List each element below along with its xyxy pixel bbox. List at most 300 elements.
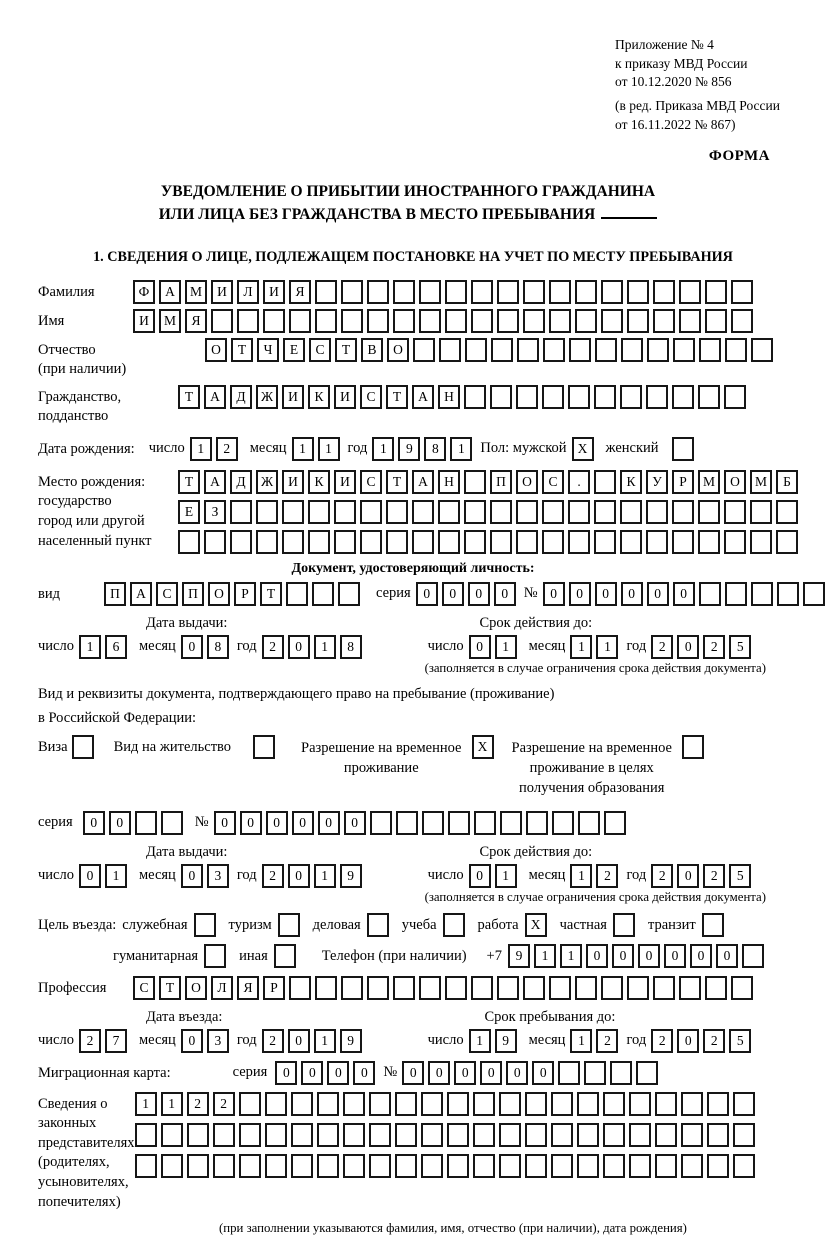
- char-cell[interactable]: 1: [534, 944, 556, 968]
- char-cell[interactable]: П: [490, 470, 512, 494]
- char-cell[interactable]: X: [525, 913, 547, 937]
- char-cell[interactable]: [72, 735, 94, 759]
- char-cell[interactable]: [187, 1154, 209, 1178]
- char-cell[interactable]: О: [724, 470, 746, 494]
- char-cell[interactable]: [499, 1092, 521, 1116]
- char-cell[interactable]: [672, 530, 694, 554]
- doc-expiry-month-input[interactable]: [570, 635, 622, 659]
- char-cell[interactable]: [777, 582, 799, 606]
- char-cell[interactable]: И: [282, 470, 304, 494]
- char-cell[interactable]: [473, 1154, 495, 1178]
- char-cell[interactable]: [647, 338, 669, 362]
- residence-expiry-month-input[interactable]: [570, 864, 622, 888]
- residence-number-input[interactable]: [214, 811, 630, 835]
- char-cell[interactable]: 2: [596, 1029, 618, 1053]
- char-cell[interactable]: [569, 338, 591, 362]
- char-cell[interactable]: Р: [234, 582, 256, 606]
- migration-series-input[interactable]: [275, 1061, 379, 1085]
- char-cell[interactable]: [135, 1123, 157, 1147]
- char-cell[interactable]: [499, 1123, 521, 1147]
- char-cell[interactable]: [341, 280, 363, 304]
- char-cell[interactable]: [655, 1154, 677, 1178]
- char-cell[interactable]: К: [308, 385, 330, 409]
- char-cell[interactable]: [803, 582, 825, 606]
- char-cell[interactable]: [751, 338, 773, 362]
- char-cell[interactable]: [577, 1092, 599, 1116]
- char-cell[interactable]: Т: [260, 582, 282, 606]
- given-name-input[interactable]: [133, 309, 757, 333]
- char-cell[interactable]: [742, 944, 764, 968]
- purpose-checkbox[interactable]: [702, 913, 728, 937]
- char-cell[interactable]: Е: [178, 500, 200, 524]
- char-cell[interactable]: [490, 530, 512, 554]
- char-cell[interactable]: 0: [621, 582, 643, 606]
- char-cell[interactable]: [282, 500, 304, 524]
- char-cell[interactable]: Н: [438, 385, 460, 409]
- char-cell[interactable]: [620, 385, 642, 409]
- char-cell[interactable]: И: [334, 470, 356, 494]
- char-cell[interactable]: [516, 530, 538, 554]
- char-cell[interactable]: [603, 1123, 625, 1147]
- char-cell[interactable]: 2: [703, 635, 725, 659]
- residence-permit-checkbox[interactable]: [253, 735, 279, 759]
- char-cell[interactable]: 9: [398, 437, 420, 461]
- char-cell[interactable]: [653, 976, 675, 1000]
- char-cell[interactable]: О: [205, 338, 227, 362]
- char-cell[interactable]: [646, 500, 668, 524]
- char-cell[interactable]: 8: [424, 437, 446, 461]
- char-cell[interactable]: [542, 530, 564, 554]
- doc-issue-day-input[interactable]: [79, 635, 131, 659]
- char-cell[interactable]: [724, 385, 746, 409]
- char-cell[interactable]: [204, 530, 226, 554]
- char-cell[interactable]: [776, 530, 798, 554]
- char-cell[interactable]: [699, 582, 721, 606]
- char-cell[interactable]: [464, 470, 486, 494]
- char-cell[interactable]: [315, 280, 337, 304]
- char-cell[interactable]: [334, 500, 356, 524]
- char-cell[interactable]: [135, 811, 157, 835]
- char-cell[interactable]: 5: [729, 1029, 751, 1053]
- char-cell[interactable]: [705, 280, 727, 304]
- char-cell[interactable]: 0: [301, 1061, 323, 1085]
- char-cell[interactable]: 0: [288, 864, 310, 888]
- char-cell[interactable]: [367, 309, 389, 333]
- char-cell[interactable]: 1: [314, 635, 336, 659]
- char-cell[interactable]: 0: [292, 811, 314, 835]
- char-cell[interactable]: [568, 385, 590, 409]
- char-cell[interactable]: [317, 1123, 339, 1147]
- char-cell[interactable]: 0: [673, 582, 695, 606]
- char-cell[interactable]: [499, 1154, 521, 1178]
- char-cell[interactable]: [627, 280, 649, 304]
- char-cell[interactable]: [253, 735, 275, 759]
- char-cell[interactable]: [421, 1154, 443, 1178]
- char-cell[interactable]: [286, 582, 308, 606]
- char-cell[interactable]: [419, 976, 441, 1000]
- char-cell[interactable]: 1: [450, 437, 472, 461]
- char-cell[interactable]: [413, 338, 435, 362]
- char-cell[interactable]: 0: [506, 1061, 528, 1085]
- char-cell[interactable]: 7: [105, 1029, 127, 1053]
- char-cell[interactable]: [681, 1092, 703, 1116]
- char-cell[interactable]: 2: [79, 1029, 101, 1053]
- char-cell[interactable]: [386, 500, 408, 524]
- char-cell[interactable]: [621, 338, 643, 362]
- char-cell[interactable]: 0: [79, 864, 101, 888]
- residence-expiry-year-input[interactable]: [651, 864, 755, 888]
- entry-year-input[interactable]: [262, 1029, 366, 1053]
- char-cell[interactable]: [419, 280, 441, 304]
- char-cell[interactable]: [343, 1092, 365, 1116]
- sex-female-checkbox[interactable]: [672, 437, 698, 461]
- char-cell[interactable]: [603, 1154, 625, 1178]
- char-cell[interactable]: [682, 735, 704, 759]
- char-cell[interactable]: 2: [651, 864, 673, 888]
- char-cell[interactable]: [525, 1154, 547, 1178]
- char-cell[interactable]: [367, 976, 389, 1000]
- char-cell[interactable]: [558, 1061, 580, 1085]
- char-cell[interactable]: 1: [570, 864, 592, 888]
- char-cell[interactable]: [334, 530, 356, 554]
- char-cell[interactable]: 1: [135, 1092, 157, 1116]
- char-cell[interactable]: 0: [240, 811, 262, 835]
- char-cell[interactable]: [395, 1123, 417, 1147]
- temp-permit-checkbox[interactable]: [472, 735, 498, 759]
- char-cell[interactable]: [698, 500, 720, 524]
- residence-issue-year-input[interactable]: [262, 864, 366, 888]
- char-cell[interactable]: К: [308, 470, 330, 494]
- char-cell[interactable]: [187, 1123, 209, 1147]
- char-cell[interactable]: 0: [677, 635, 699, 659]
- char-cell[interactable]: [419, 309, 441, 333]
- char-cell[interactable]: 0: [469, 864, 491, 888]
- char-cell[interactable]: [471, 280, 493, 304]
- char-cell[interactable]: Т: [386, 385, 408, 409]
- char-cell[interactable]: 0: [494, 582, 516, 606]
- char-cell[interactable]: X: [572, 437, 594, 461]
- char-cell[interactable]: [396, 811, 418, 835]
- char-cell[interactable]: [393, 976, 415, 1000]
- char-cell[interactable]: [575, 976, 597, 1000]
- char-cell[interactable]: [604, 811, 626, 835]
- char-cell[interactable]: 0: [214, 811, 236, 835]
- char-cell[interactable]: [568, 530, 590, 554]
- char-cell[interactable]: [577, 1123, 599, 1147]
- char-cell[interactable]: [161, 1154, 183, 1178]
- char-cell[interactable]: [497, 976, 519, 1000]
- char-cell[interactable]: 2: [262, 635, 284, 659]
- char-cell[interactable]: 0: [428, 1061, 450, 1085]
- char-cell[interactable]: 0: [677, 864, 699, 888]
- char-cell[interactable]: [750, 530, 772, 554]
- char-cell[interactable]: 0: [344, 811, 366, 835]
- char-cell[interactable]: [542, 500, 564, 524]
- char-cell[interactable]: [491, 338, 513, 362]
- char-cell[interactable]: [523, 280, 545, 304]
- profession-input[interactable]: [133, 976, 757, 1000]
- char-cell[interactable]: [341, 309, 363, 333]
- char-cell[interactable]: X: [472, 735, 494, 759]
- char-cell[interactable]: 5: [729, 635, 751, 659]
- char-cell[interactable]: С: [133, 976, 155, 1000]
- char-cell[interactable]: 2: [216, 437, 238, 461]
- char-cell[interactable]: 0: [569, 582, 591, 606]
- birth-place-row3-input[interactable]: [178, 530, 802, 554]
- char-cell[interactable]: [584, 1061, 606, 1085]
- char-cell[interactable]: [315, 976, 337, 1000]
- char-cell[interactable]: [724, 530, 746, 554]
- char-cell[interactable]: [551, 1123, 573, 1147]
- char-cell[interactable]: [291, 1092, 313, 1116]
- char-cell[interactable]: Т: [178, 385, 200, 409]
- entry-day-input[interactable]: [79, 1029, 131, 1053]
- doc-issue-year-input[interactable]: [262, 635, 366, 659]
- stay-year-input[interactable]: [651, 1029, 755, 1053]
- char-cell[interactable]: [725, 582, 747, 606]
- char-cell[interactable]: У: [646, 470, 668, 494]
- char-cell[interactable]: [733, 1123, 755, 1147]
- char-cell[interactable]: 0: [266, 811, 288, 835]
- char-cell[interactable]: 2: [262, 864, 284, 888]
- char-cell[interactable]: [620, 500, 642, 524]
- char-cell[interactable]: 0: [181, 1029, 203, 1053]
- char-cell[interactable]: 2: [187, 1092, 209, 1116]
- char-cell[interactable]: 0: [586, 944, 608, 968]
- doc-number-input[interactable]: [543, 582, 829, 606]
- char-cell[interactable]: [308, 500, 330, 524]
- char-cell[interactable]: Д: [230, 385, 252, 409]
- char-cell[interactable]: К: [620, 470, 642, 494]
- doc-issue-month-input[interactable]: [181, 635, 233, 659]
- char-cell[interactable]: [161, 1123, 183, 1147]
- char-cell[interactable]: [343, 1123, 365, 1147]
- char-cell[interactable]: [542, 385, 564, 409]
- doc-expiry-day-input[interactable]: [469, 635, 521, 659]
- purpose-checkbox[interactable]: [278, 913, 304, 937]
- char-cell[interactable]: М: [159, 309, 181, 333]
- char-cell[interactable]: [627, 976, 649, 1000]
- char-cell[interactable]: [360, 530, 382, 554]
- char-cell[interactable]: [256, 530, 278, 554]
- purpose-checkbox[interactable]: [274, 944, 300, 968]
- char-cell[interactable]: [707, 1123, 729, 1147]
- char-cell[interactable]: [473, 1092, 495, 1116]
- char-cell[interactable]: [239, 1123, 261, 1147]
- char-cell[interactable]: 1: [190, 437, 212, 461]
- char-cell[interactable]: [265, 1092, 287, 1116]
- doc-type-input[interactable]: [104, 582, 364, 606]
- surname-input[interactable]: [133, 280, 757, 304]
- char-cell[interactable]: Т: [231, 338, 253, 362]
- char-cell[interactable]: [613, 913, 635, 937]
- char-cell[interactable]: [393, 309, 415, 333]
- char-cell[interactable]: [448, 811, 470, 835]
- char-cell[interactable]: [367, 280, 389, 304]
- char-cell[interactable]: [369, 1092, 391, 1116]
- char-cell[interactable]: [523, 976, 545, 1000]
- char-cell[interactable]: [412, 500, 434, 524]
- char-cell[interactable]: А: [159, 280, 181, 304]
- char-cell[interactable]: [289, 309, 311, 333]
- char-cell[interactable]: [464, 385, 486, 409]
- char-cell[interactable]: .: [568, 470, 590, 494]
- char-cell[interactable]: 3: [207, 1029, 229, 1053]
- char-cell[interactable]: 2: [262, 1029, 284, 1053]
- representatives-row2-input[interactable]: [135, 1123, 759, 1147]
- char-cell[interactable]: 0: [402, 1061, 424, 1085]
- birth-month-input[interactable]: [292, 437, 344, 461]
- char-cell[interactable]: 1: [314, 1029, 336, 1053]
- char-cell[interactable]: 1: [570, 635, 592, 659]
- char-cell[interactable]: [135, 1154, 157, 1178]
- char-cell[interactable]: [578, 811, 600, 835]
- char-cell[interactable]: [516, 385, 538, 409]
- char-cell[interactable]: А: [130, 582, 152, 606]
- char-cell[interactable]: 1: [495, 635, 517, 659]
- char-cell[interactable]: 2: [703, 1029, 725, 1053]
- char-cell[interactable]: [317, 1154, 339, 1178]
- purpose-checkbox[interactable]: [613, 913, 639, 937]
- char-cell[interactable]: 0: [664, 944, 686, 968]
- residence-expiry-day-input[interactable]: [469, 864, 521, 888]
- char-cell[interactable]: [421, 1123, 443, 1147]
- migration-number-input[interactable]: [402, 1061, 662, 1085]
- char-cell[interactable]: 0: [716, 944, 738, 968]
- birth-year-input[interactable]: [372, 437, 476, 461]
- char-cell[interactable]: [595, 338, 617, 362]
- char-cell[interactable]: П: [104, 582, 126, 606]
- char-cell[interactable]: [465, 338, 487, 362]
- char-cell[interactable]: [445, 309, 467, 333]
- char-cell[interactable]: [594, 385, 616, 409]
- char-cell[interactable]: [370, 811, 392, 835]
- char-cell[interactable]: 0: [677, 1029, 699, 1053]
- char-cell[interactable]: [603, 1092, 625, 1116]
- char-cell[interactable]: [490, 385, 512, 409]
- visa-checkbox[interactable]: [72, 735, 98, 759]
- char-cell[interactable]: 1: [292, 437, 314, 461]
- char-cell[interactable]: 2: [703, 864, 725, 888]
- char-cell[interactable]: А: [204, 385, 226, 409]
- char-cell[interactable]: [312, 582, 334, 606]
- char-cell[interactable]: 0: [543, 582, 565, 606]
- char-cell[interactable]: И: [334, 385, 356, 409]
- char-cell[interactable]: [447, 1092, 469, 1116]
- char-cell[interactable]: 5: [729, 864, 751, 888]
- char-cell[interactable]: 9: [495, 1029, 517, 1053]
- char-cell[interactable]: [655, 1092, 677, 1116]
- char-cell[interactable]: Я: [289, 280, 311, 304]
- char-cell[interactable]: [575, 309, 597, 333]
- char-cell[interactable]: [629, 1092, 651, 1116]
- char-cell[interactable]: 0: [532, 1061, 554, 1085]
- char-cell[interactable]: [620, 530, 642, 554]
- char-cell[interactable]: [552, 811, 574, 835]
- char-cell[interactable]: [655, 1123, 677, 1147]
- char-cell[interactable]: 1: [372, 437, 394, 461]
- char-cell[interactable]: [317, 1092, 339, 1116]
- char-cell[interactable]: [672, 437, 694, 461]
- char-cell[interactable]: [308, 530, 330, 554]
- char-cell[interactable]: [256, 500, 278, 524]
- purpose-checkbox[interactable]: [525, 913, 551, 937]
- char-cell[interactable]: 0: [181, 635, 203, 659]
- char-cell[interactable]: [421, 1092, 443, 1116]
- char-cell[interactable]: [526, 811, 548, 835]
- char-cell[interactable]: [439, 338, 461, 362]
- char-cell[interactable]: 1: [469, 1029, 491, 1053]
- char-cell[interactable]: [705, 976, 727, 1000]
- char-cell[interactable]: 0: [638, 944, 660, 968]
- char-cell[interactable]: Р: [672, 470, 694, 494]
- char-cell[interactable]: [445, 976, 467, 1000]
- char-cell[interactable]: [367, 913, 389, 937]
- char-cell[interactable]: [672, 385, 694, 409]
- char-cell[interactable]: [341, 976, 363, 1000]
- char-cell[interactable]: 0: [690, 944, 712, 968]
- char-cell[interactable]: [653, 309, 675, 333]
- char-cell[interactable]: [672, 500, 694, 524]
- char-cell[interactable]: [464, 500, 486, 524]
- char-cell[interactable]: [474, 811, 496, 835]
- char-cell[interactable]: [681, 1154, 703, 1178]
- char-cell[interactable]: [575, 280, 597, 304]
- char-cell[interactable]: Л: [237, 280, 259, 304]
- char-cell[interactable]: 0: [353, 1061, 375, 1085]
- char-cell[interactable]: [731, 280, 753, 304]
- char-cell[interactable]: П: [182, 582, 204, 606]
- residence-series-input[interactable]: [83, 811, 187, 835]
- char-cell[interactable]: [265, 1154, 287, 1178]
- char-cell[interactable]: С: [542, 470, 564, 494]
- char-cell[interactable]: [549, 309, 571, 333]
- char-cell[interactable]: [386, 530, 408, 554]
- char-cell[interactable]: [594, 530, 616, 554]
- char-cell[interactable]: 0: [612, 944, 634, 968]
- char-cell[interactable]: [517, 338, 539, 362]
- representatives-row1-input[interactable]: [135, 1092, 759, 1116]
- char-cell[interactable]: [679, 976, 701, 1000]
- char-cell[interactable]: А: [412, 385, 434, 409]
- temp-permit-edu-checkbox[interactable]: [682, 735, 708, 759]
- char-cell[interactable]: 9: [340, 864, 362, 888]
- char-cell[interactable]: 9: [340, 1029, 362, 1053]
- char-cell[interactable]: Т: [178, 470, 200, 494]
- char-cell[interactable]: О: [185, 976, 207, 1000]
- char-cell[interactable]: [412, 530, 434, 554]
- char-cell[interactable]: [646, 385, 668, 409]
- char-cell[interactable]: 1: [79, 635, 101, 659]
- char-cell[interactable]: [568, 500, 590, 524]
- char-cell[interactable]: Ч: [257, 338, 279, 362]
- char-cell[interactable]: [239, 1154, 261, 1178]
- char-cell[interactable]: [679, 309, 701, 333]
- char-cell[interactable]: А: [204, 470, 226, 494]
- char-cell[interactable]: [443, 913, 465, 937]
- char-cell[interactable]: [315, 309, 337, 333]
- purpose-checkbox[interactable]: [194, 913, 220, 937]
- char-cell[interactable]: [263, 309, 285, 333]
- char-cell[interactable]: 0: [83, 811, 105, 835]
- char-cell[interactable]: 0: [288, 1029, 310, 1053]
- char-cell[interactable]: [338, 582, 360, 606]
- residence-issue-day-input[interactable]: [79, 864, 131, 888]
- char-cell[interactable]: [679, 280, 701, 304]
- char-cell[interactable]: 0: [109, 811, 131, 835]
- char-cell[interactable]: 0: [647, 582, 669, 606]
- char-cell[interactable]: [204, 944, 226, 968]
